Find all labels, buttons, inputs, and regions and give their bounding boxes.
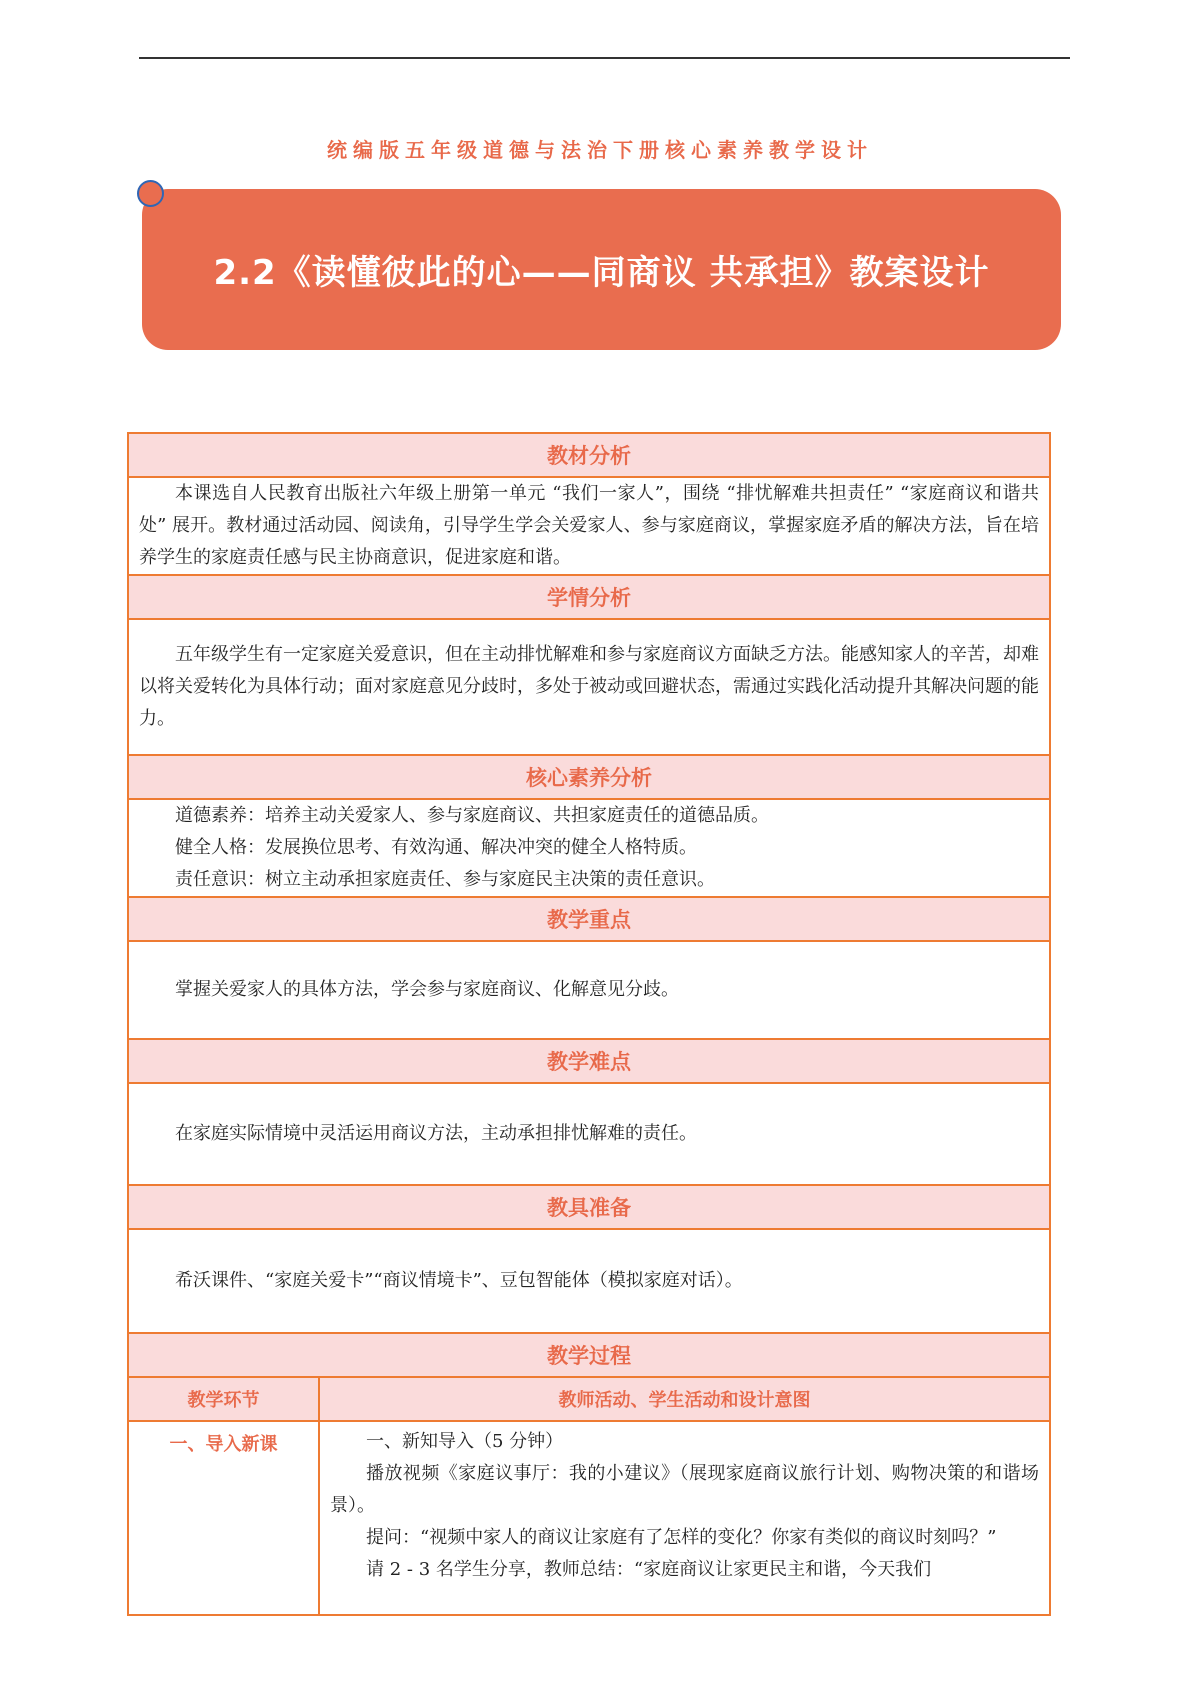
section-body-difficulties xyxy=(129,1084,1049,1186)
section-body-key-points xyxy=(129,942,1049,1040)
section-body-textbook xyxy=(129,478,1049,576)
process-stage: 一、导入新课 xyxy=(129,1422,320,1614)
section-body-materials xyxy=(129,1230,1049,1334)
column-header-activity: 教师活动、学生活动和设计意图 xyxy=(558,1390,811,1411)
lesson-plan-table xyxy=(127,432,1051,1616)
paragraph: 播放视频《家庭议事厅：我的小建议》（展现家庭商议旅行计划、购物决策的和谐场景）。 xyxy=(330,1463,1039,1516)
paragraph: 在家庭实际情境中灵活运用商议方法，主动承担排忧解难的责任。 xyxy=(175,1123,697,1144)
paragraph: 本课选自人民教育出版社六年级上册第一单元 “我们一家人”，围绕 “排忧解难共担责任” “家庭商议和谐共处” 展开。教材通过活动园、阅读角，引导学生学会关爱家人、参与家庭商议，掌握家庭矛盾的解决方法，旨在培养学生的家庭责任感与民主协商意识，促进家庭和谐。 xyxy=(139,483,1039,568)
section-heading-textbook: 教材分析 xyxy=(129,434,1049,478)
title-banner xyxy=(142,189,1061,350)
paragraph: 五年级学生有一定家庭关爱意识，但在主动排忧解难和参与家庭商议方面缺乏方法。能感知家人的辛苦，却难以将关爱转化为具体行动；面对家庭意见分歧时，多处于被动或回避状态，需通过实践化活动提升其解决问题的能力。 xyxy=(139,644,1039,729)
section-heading-process: 教学过程 xyxy=(129,1334,1049,1378)
section-body-students xyxy=(129,620,1049,756)
paragraph: 责任意识：树立主动承担家庭责任、参与家庭民主决策的责任意识。 xyxy=(175,869,715,890)
header-rule xyxy=(139,57,1070,59)
paragraph: 请 2 - 3 名学生分享，教师总结：“家庭商议让家更民主和谐，今天我们 xyxy=(366,1559,932,1580)
section-heading-literacy: 核心素养分析 xyxy=(129,756,1049,800)
section-heading-difficulties: 教学难点 xyxy=(129,1040,1049,1084)
process-content xyxy=(320,1422,1049,1614)
paragraph: 健全人格：发展换位思考、有效沟通、解决冲突的健全人格特质。 xyxy=(175,837,697,858)
paragraph: 道德素养：培养主动关爱家人、参与家庭商议、共担家庭责任的道德品质。 xyxy=(175,805,769,826)
section-body-literacy xyxy=(129,800,1049,898)
banner-dot-decoration xyxy=(137,180,164,207)
paragraph: 希沃课件、“家庭关爱卡”“商议情境卡”、豆包智能体（模拟家庭对话）。 xyxy=(175,1270,743,1291)
process-row xyxy=(129,1422,1049,1614)
section-heading-key-points: 教学重点 xyxy=(129,898,1049,942)
series-title: 统编版五年级道德与法治下册核心素养教学设计 xyxy=(327,138,873,162)
lesson-title: 2.2《读懂彼此的心——同商议 共承担》教案设计 xyxy=(213,253,990,293)
section-heading-students: 学情分析 xyxy=(129,576,1049,620)
process-column-headers xyxy=(129,1378,1049,1422)
paragraph: 一、新知导入（5 分钟） xyxy=(366,1431,564,1452)
section-heading-materials: 教具准备 xyxy=(129,1186,1049,1230)
paragraph: 掌握关爱家人的具体方法，学会参与家庭商议、化解意见分歧。 xyxy=(175,979,679,1000)
paragraph: 提问：“视频中家人的商议让家庭有了怎样的变化？你家有类似的商议时刻吗？” xyxy=(366,1527,997,1548)
column-header-stage: 教学环节 xyxy=(129,1378,320,1420)
